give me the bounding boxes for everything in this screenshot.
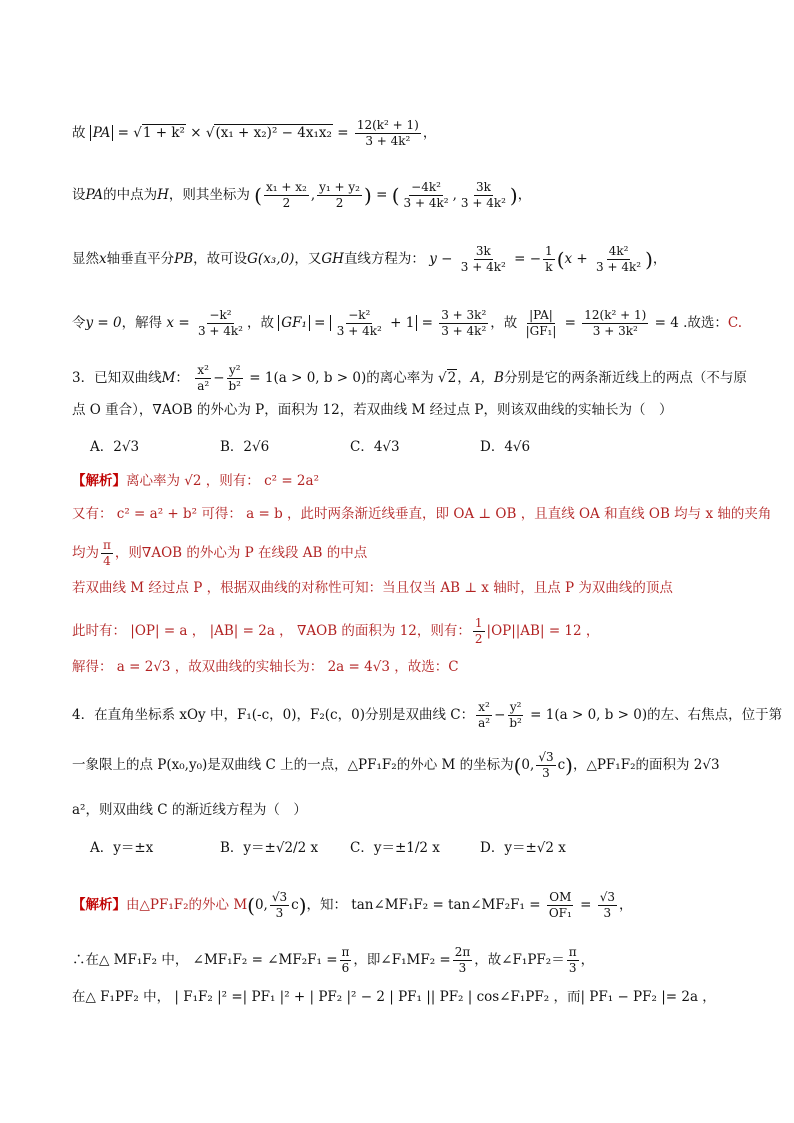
option-b[interactable]: B．y＝±√2/2 x — [220, 840, 319, 856]
option-d[interactable]: D．4√6 — [480, 439, 531, 455]
solution-3-line-5: 此时有： |OP| = a ， |AB| = 2a ， ∇AOB 的面积为 12，则有： $\frac{1}{2}$ |OP||AB| = 12 ， — [72, 616, 600, 646]
option-a[interactable]: A．2√3 — [90, 439, 140, 455]
solution-4-line-3: 在△ F₁PF₂ 中， | F₁F₂ |² =| PF₁ |² + | PF₂ |² − 2 | PF₁ || PF₂ | cos∠F₁PF₂ ，而| PF₁ − PF₂ |= 2a ， — [72, 989, 716, 1005]
question-3-line-1: 3．已知双曲线M： $\frac{\text{x²}}{\text{a²}}$ − $\frac{\text{y²}}{\text{b²}}$ = 1(a > 0, b > 0)的离心率为 √2，A，B分别是它的两条渐近线上的两点（不与原 — [72, 363, 747, 393]
option-d[interactable]: D．y＝±√2 x — [480, 840, 566, 856]
question-4-line-3: a²，则双曲线 C 的渐近线方程为（ ） — [72, 802, 307, 818]
question-3-line-2: 点 O 重合），∇AOB 的外心为 P，面积为 12，若双曲线 M 经过点 P，则该双曲线的实轴长为（ ） — [72, 402, 673, 418]
option-a[interactable]: A．y＝±x — [90, 840, 154, 856]
solution-3-line-2: 又有： c² = a² + b² 可得： a = b ，此时两条渐近线垂直，即 OA ⊥ OB ，且直线 OA 和直线 OB 均与 x 轴的夹角 — [72, 506, 772, 522]
solution-3-line-3: 均为 $\frac{\pi}{4}$ ，则∇AOB 的外心为 P 在线段 AB 的中点 — [72, 538, 368, 568]
solution-3-line-1: 【解析】离心率为 √2 ，则有： c² = 2a² — [72, 473, 319, 489]
option-b[interactable]: B．2√6 — [220, 439, 270, 455]
option-c[interactable]: C．4√3 — [350, 439, 400, 455]
solution-3-line-6: 解得： a = 2√3 ，故双曲线的实轴长为： 2a = 4√3 ，故选：C — [72, 659, 459, 675]
solution-4-line-1: 【解析】由△PF₁F₂的外心 M(0, $\frac{√3}{3}$ c)，知： tan∠MF₁F₂ = tan∠MF₂F₁ = $\frac{OM}{\text{OF₁}}$ = $\frac{√3}{3}$ ， — [72, 890, 633, 920]
solution-line-pa-length: 故 PA = √1 + k² × √(x₁ + x₂)² − 4x₁x₂ = $\frac{\text{12(k² + 1)}}{\text{3 + 4k²}}$ ， — [72, 118, 437, 148]
question-3-options — [90, 437, 734, 457]
solution-line-midpoint: 设PA的中点为H，则其坐标为 ( $\frac{\text{x₁ + x₂}}{2}$ , $\frac{\text{y₁ + y₂}}{2}$ ) = ( $\frac{\text{−4k²}}{\text{3 + 4k²}}$ , $\frac{3k}{\text{3 + 4k²}}$ )， — [72, 180, 532, 210]
solution-line-ratio: 令y = 0，解得 x = $\frac{\text{−k²}}{\text{3 + 4k²}}$ ，故 GF₁ = $\frac{\text{−k²}}{\text{3 + 4k²}}$ + 1 = $\frac{\text{3 + 3k²}}{\text{3 + 4k²}}$ ，故 $\frac{|PA|}{\text{|GF₁|}}$ = $\frac{\text{12(k² + 1)}}{\text{3 + 3k²}}$ = 4 .故选：C. — [72, 308, 743, 338]
solution-line-perpendicular: 显然x轴垂直平分PB，故可设G(x₃,0)，又GH直线方程为： y − $\frac{3k}{\text{3 + 4k²}}$ = − $\frac{1}{k}$ (x + $\frac{\text{4k²}}{\text{3 + 4k²}}$ )， — [72, 244, 667, 274]
solution-3-line-4: 若双曲线 M 经过点 P ，根据双曲线的对称性可知：当且仅当 AB ⊥ x 轴时，且点 P 为双曲线的顶点 — [72, 580, 673, 596]
question-4-line-1: 4．在直角坐标系 xOy 中，F₁(-c，0)，F₂(c，0)分别是双曲线 C： $\frac{\text{x²}}{\text{a²}}$ − $\frac{\text{y²}}{\text{b²}}$ = 1(a > 0, b > 0)的左、右焦点，位于第 — [72, 700, 783, 730]
question-4-line-2: 一象限上的点 P(x₀,y₀)是双曲线 C 上的一点，△PF₁F₂的外心 M 的坐标为(0, $\frac{√3}{3}$ c)，△PF₁F₂的面积为 2√3 — [72, 750, 720, 780]
question-4-options — [90, 838, 734, 858]
solution-4-line-2: ∴在△ MF₁F₂ 中， ∠MF₁F₂ = ∠MF₂F₁ = $\frac{\pi}{6}$ ，即∠F₁MF₂ = $\frac{2\pi}{3}$ ，故∠F₁PF₂＝ $\frac{\pi}{3}$ ， — [72, 945, 595, 975]
option-c[interactable]: C．y＝±1/2 x — [350, 840, 440, 856]
